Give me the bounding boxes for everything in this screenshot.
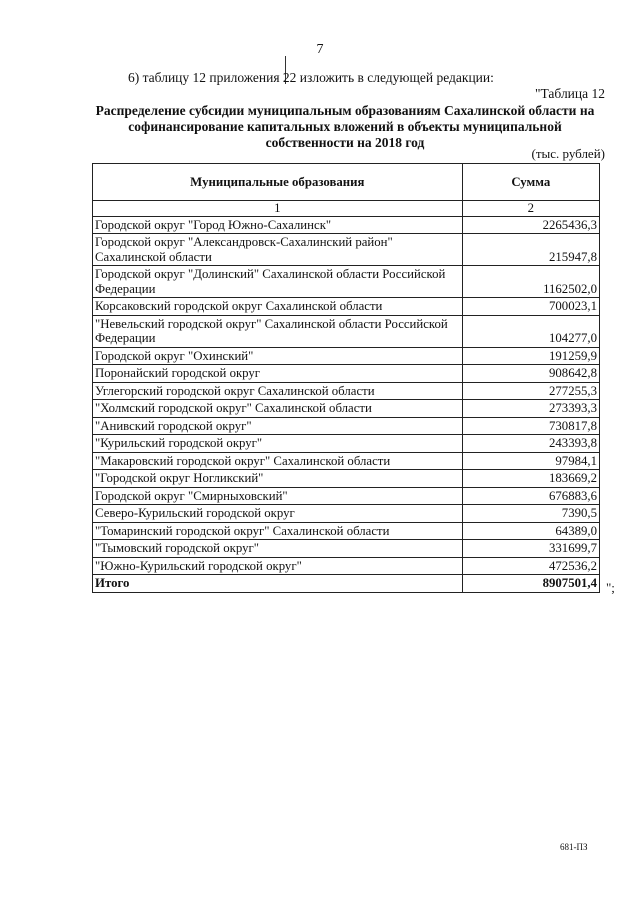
subsidy-sum: 215947,8 [462, 234, 599, 266]
subsidy-sum: 64389,0 [462, 522, 599, 540]
subsidy-sum: 2265436,3 [462, 216, 599, 234]
column-index-1: 1 [93, 201, 463, 217]
page-number: 7 [316, 42, 324, 57]
municipality-name: Городской округ "Город Южно-Сахалинск" [93, 216, 463, 234]
table-row [93, 470, 600, 488]
table-row [93, 400, 600, 418]
municipality-name: "Макаровский городской округ" Сахалинской области [93, 452, 463, 470]
closing-quote-mark: "; [606, 580, 615, 595]
subsidy-sum: 472536,2 [462, 557, 599, 575]
subsidy-sum: 7390,5 [462, 505, 599, 523]
document-code: 681-ПЗ [560, 842, 588, 852]
table-row [93, 435, 600, 453]
table-label: "Таблица 12 [535, 86, 605, 101]
table-row [93, 266, 600, 298]
table-row [93, 505, 600, 523]
municipality-name: "Тымовский городской округ" [93, 540, 463, 558]
subsidy-sum: 277255,3 [462, 382, 599, 400]
municipality-name: Городской округ "Охинский" [93, 347, 463, 365]
table-row [93, 487, 600, 505]
municipality-name: Северо-Курильский городской округ [93, 505, 463, 523]
table-row [93, 522, 600, 540]
total-row [93, 575, 600, 593]
column-header-municipality: Муниципальные образования [93, 164, 463, 201]
subsidy-sum: 908642,8 [462, 365, 599, 383]
municipality-name: "Южно-Курильский городской округ" [93, 557, 463, 575]
subsidy-table [92, 163, 600, 593]
table-row [93, 298, 600, 316]
column-header-sum: Сумма [462, 164, 599, 201]
intro-text: 6) таблицу 12 приложения 22 изложить в следующей редакции: [128, 70, 494, 85]
municipality-name: Корсаковский городской округ Сахалинской области [93, 298, 463, 316]
subsidy-sum: 97984,1 [462, 452, 599, 470]
table-row [93, 365, 600, 383]
table-row [93, 347, 600, 365]
table-row [93, 234, 600, 266]
subsidy-sum: 730817,8 [462, 417, 599, 435]
subsidy-sum: 676883,6 [462, 487, 599, 505]
subsidy-sum: 191259,9 [462, 347, 599, 365]
subsidy-sum: 243393,8 [462, 435, 599, 453]
total-sum: 8907501,4 [462, 575, 599, 593]
subsidy-sum: 331699,7 [462, 540, 599, 558]
table-row [93, 540, 600, 558]
municipality-name: "Курильский городской округ" [93, 435, 463, 453]
column-index-2: 2 [462, 201, 599, 217]
municipality-name: Городской округ "Смирныховский" [93, 487, 463, 505]
document-title: Распределение субсидии муниципальным образованиям Сахалинской области на софинансирование капитальных вложений в объекты муниципальной собственности на 2018 год [95, 103, 595, 150]
subsidy-sum: 273393,3 [462, 400, 599, 418]
table-row [93, 452, 600, 470]
table-header-row [93, 164, 600, 201]
subsidy-sum: 1162502,0 [462, 266, 599, 298]
municipality-name: Углегорский городской округ Сахалинской области [93, 382, 463, 400]
municipality-name: Городской округ "Долинский" Сахалинской области Российской Федерации [93, 266, 463, 298]
municipality-name: "Томаринский городской округ" Сахалинской области [93, 522, 463, 540]
municipality-name: "Холмский городской округ" Сахалинской области [93, 400, 463, 418]
table-row [93, 315, 600, 347]
table-body [93, 201, 600, 575]
table-row [93, 382, 600, 400]
municipality-name: "Невельский городской округ" Сахалинской области Российской Федерации [93, 315, 463, 347]
subsidy-sum: 183669,2 [462, 470, 599, 488]
municipality-name: "Городской округ Ногликский" [93, 470, 463, 488]
municipality-name: Городской округ "Александровск-Сахалинский район" Сахалинской области [93, 234, 463, 266]
subsidy-sum: 104277,0 [462, 315, 599, 347]
table-row [93, 216, 600, 234]
table-row [93, 557, 600, 575]
subsidy-sum: 700023,1 [462, 298, 599, 316]
municipality-name: Поронайский городской округ [93, 365, 463, 383]
total-label: Итого [93, 575, 463, 593]
units-label: (тыс. рублей) [531, 146, 605, 161]
table-row [93, 417, 600, 435]
column-index-row [93, 201, 600, 217]
municipality-name: "Анивский городской округ" [93, 417, 463, 435]
